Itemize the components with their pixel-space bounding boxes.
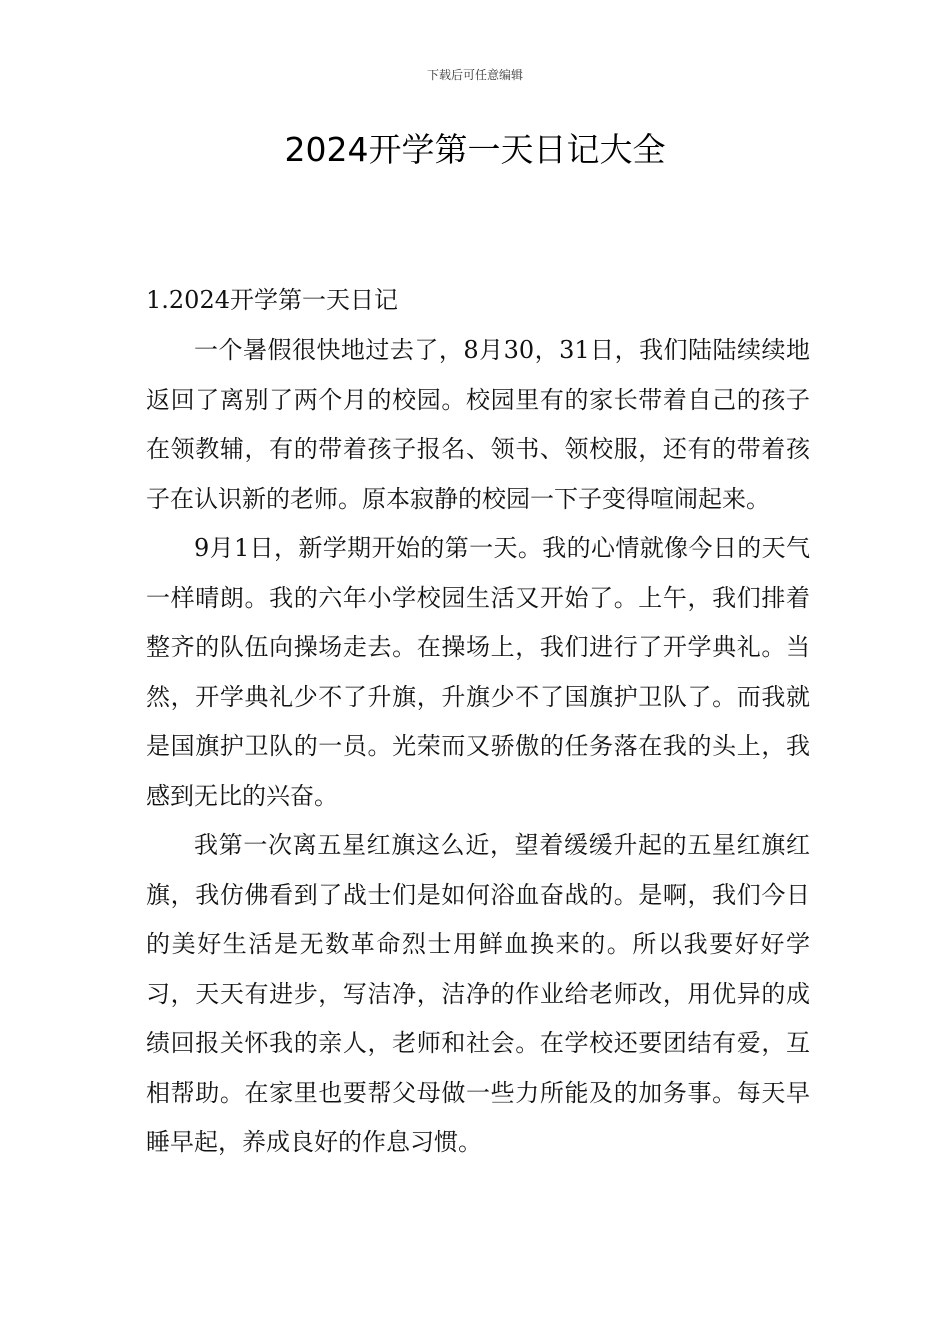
document-title: 2024开学第一天日记大全 bbox=[284, 130, 666, 169]
section-heading: 1.2024开学第一天日记 bbox=[146, 286, 398, 314]
document-body bbox=[146, 282, 810, 1168]
header-note: 下载后可任意编辑 bbox=[426, 68, 523, 82]
paragraph: 一个暑假很快地过去了，8月30，31日，我们陆陆续续地返回了离别了两个月的校园。校园里有的家长带着自己的孩子在领教辅，有的带着孩子报名、领书、领校服，还有的带着孩子在认识新的老师。原本寂静的校园一下子变得喧闹起来。 bbox=[146, 336, 810, 513]
paragraph: 我第一次离五星红旗这么近，望着缓缓升起的五星红旗红旗，我仿佛看到了战士们是如何浴血奋战的。是啊，我们今日的美好生活是无数革命烈士用鲜血换来的。所以我要好好学习，天天有进步，写洁净，洁净的作业给老师改，用优异的成绩回报关怀我的亲人，老师和社会。在学校还要团结有爱，互相帮助。在家里也要帮父母做一些力所能及的加务事。每天早睡早起，养成良好的作息习惯。 bbox=[146, 831, 810, 1156]
paragraph: 9月1日，新学期开始的第一天。我的心情就像今日的天气一样晴朗。我的六年小学校园生活又开始了。上午，我们排着整齐的队伍向操场走去。在操场上，我们进行了开学典礼。当然，开学典礼少不了升旗，升旗少不了国旗护卫队了。而我就是国旗护卫队的一员。光荣而又骄傲的任务落在我的头上，我感到无比的兴奋。 bbox=[146, 534, 810, 810]
